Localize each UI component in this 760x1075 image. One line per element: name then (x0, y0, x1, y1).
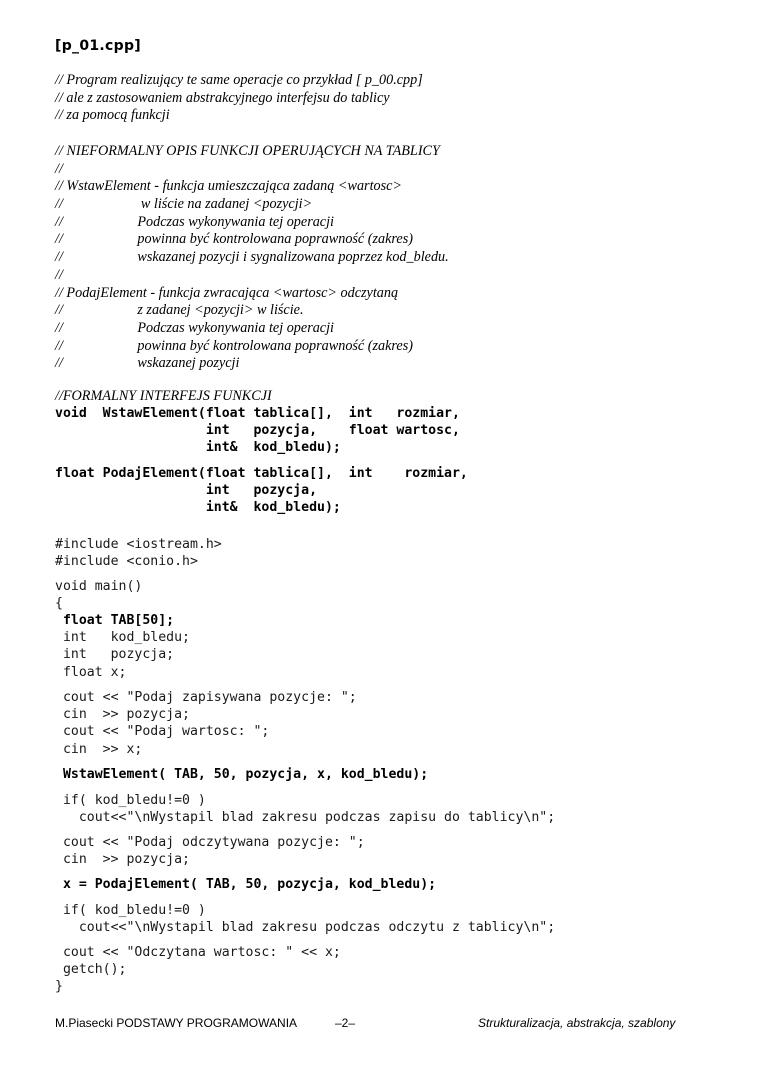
read-block (55, 834, 745, 868)
comment-line: // za pomocą funkcji (55, 107, 170, 124)
code-line: int pozycja; (55, 647, 175, 663)
call-wstaw (55, 766, 745, 783)
code-line: int kod_bledu; (55, 630, 190, 646)
comment-line: // Program realizujący te same operacje co przykład [ p_00.cpp] (55, 72, 423, 88)
comment-line: // powinna być kontrolowana poprawność (zakres) (55, 337, 413, 354)
footer-page-number: –2– (335, 1016, 356, 1030)
comment-line: // (55, 266, 63, 283)
comment-line: // PodajElement - funkcja zwracająca <wartosc> odczytaną (55, 284, 399, 301)
comment-line: // Podczas wykonywania tej operacji (55, 213, 334, 230)
declaration-wstaw (55, 405, 745, 457)
output-block (55, 944, 745, 996)
code-line: cin >> pozycja; (55, 852, 190, 868)
code-line: cout << "Odczytana wartosc: " << x; (55, 945, 341, 960)
comment-line: // Podczas wykonywania tej operacji (55, 319, 334, 336)
code-line: void WstawElement(float tablica[], int rozmiar, (55, 406, 460, 421)
file-title: [p_01.cpp] (55, 38, 141, 54)
code-line: float PodajElement(float tablica[], int rozmiar, (55, 466, 468, 481)
code-line: int& kod_bledu); (55, 440, 341, 456)
code-line: x = PodajElement( TAB, 50, pozycja, kod_bledu); (55, 877, 437, 892)
call-podaj (55, 876, 745, 893)
code-line: float x; (55, 664, 127, 680)
check-read (55, 902, 745, 936)
footer-chapter: Strukturalizacja, abstrakcja, szablony (478, 1016, 676, 1030)
declaration-podaj (55, 465, 745, 517)
formal-interface-header (55, 388, 745, 406)
comment-line: // ale z zastosowaniem abstrakcyjnego interfejsu do tablicy (55, 89, 390, 106)
code-line: cout<<"\nWystapil blad zakresu podczas zapisu do tablicy\n"; (55, 810, 556, 826)
code-line: int& kod_bledu); (55, 500, 341, 516)
comment-line: // WstawElement - funkcja umieszczająca zadaną <wartosc> (55, 178, 402, 195)
comment-line: // w liście na zadanej <pozycji> (55, 196, 313, 213)
code-line: WstawElement( TAB, 50, pozycja, x, kod_bledu); (55, 767, 429, 782)
code-line: cout << "Podaj odczytywana pozycje: "; (55, 835, 365, 850)
code-line: float TAB[50]; (55, 613, 175, 628)
code-line: cout<<"\nWystapil blad zakresu podczas odczytu z tablicy\n"; (55, 920, 556, 936)
code-line: if( kod_bledu!=0 ) (55, 793, 206, 808)
includes (55, 536, 745, 570)
informal-description (55, 143, 745, 373)
code-line: int pozycja, float wartosc, (55, 423, 460, 439)
variable-declarations (55, 612, 745, 681)
code-line: cin >> x; (55, 741, 143, 757)
main-head (55, 578, 745, 612)
code-line: } (55, 979, 63, 995)
footer-author: M.Piasecki PODSTAWY PROGRAMOWANIA (55, 1016, 298, 1030)
code-line: getch(); (55, 962, 127, 978)
comment-line: // (55, 160, 63, 177)
code-line: int pozycja, (55, 483, 318, 499)
code-line: if( kod_bledu!=0 ) (55, 903, 206, 918)
comment-line: // powinna być kontrolowana poprawność (zakres) (55, 231, 413, 248)
check-write (55, 792, 745, 826)
code-line: #include <conio.h> (55, 554, 198, 570)
code-line: void main() (55, 579, 143, 594)
comment-line: // NIEFORMALNY OPIS FUNKCJI OPERUJĄCYCH NA TABLICY (55, 143, 440, 159)
code-line: { (55, 596, 63, 612)
input-block (55, 689, 745, 758)
comment-line: // wskazanej pozycji i sygnalizowana poprzez kod_bledu. (55, 249, 449, 266)
code-line: cin >> pozycja; (55, 707, 190, 723)
comment-line: // wskazanej pozycji (55, 355, 240, 372)
comment-line: // z zadanej <pozycji> w liście. (55, 302, 304, 319)
code-line: cout << "Podaj zapisywana pozycje: "; (55, 690, 357, 705)
code-line: cout << "Podaj wartosc: "; (55, 724, 270, 740)
comment-line: //FORMALNY INTERFEJS FUNKCJI (55, 388, 272, 404)
code-line: #include <iostream.h> (55, 537, 222, 552)
intro-comments (55, 72, 745, 125)
